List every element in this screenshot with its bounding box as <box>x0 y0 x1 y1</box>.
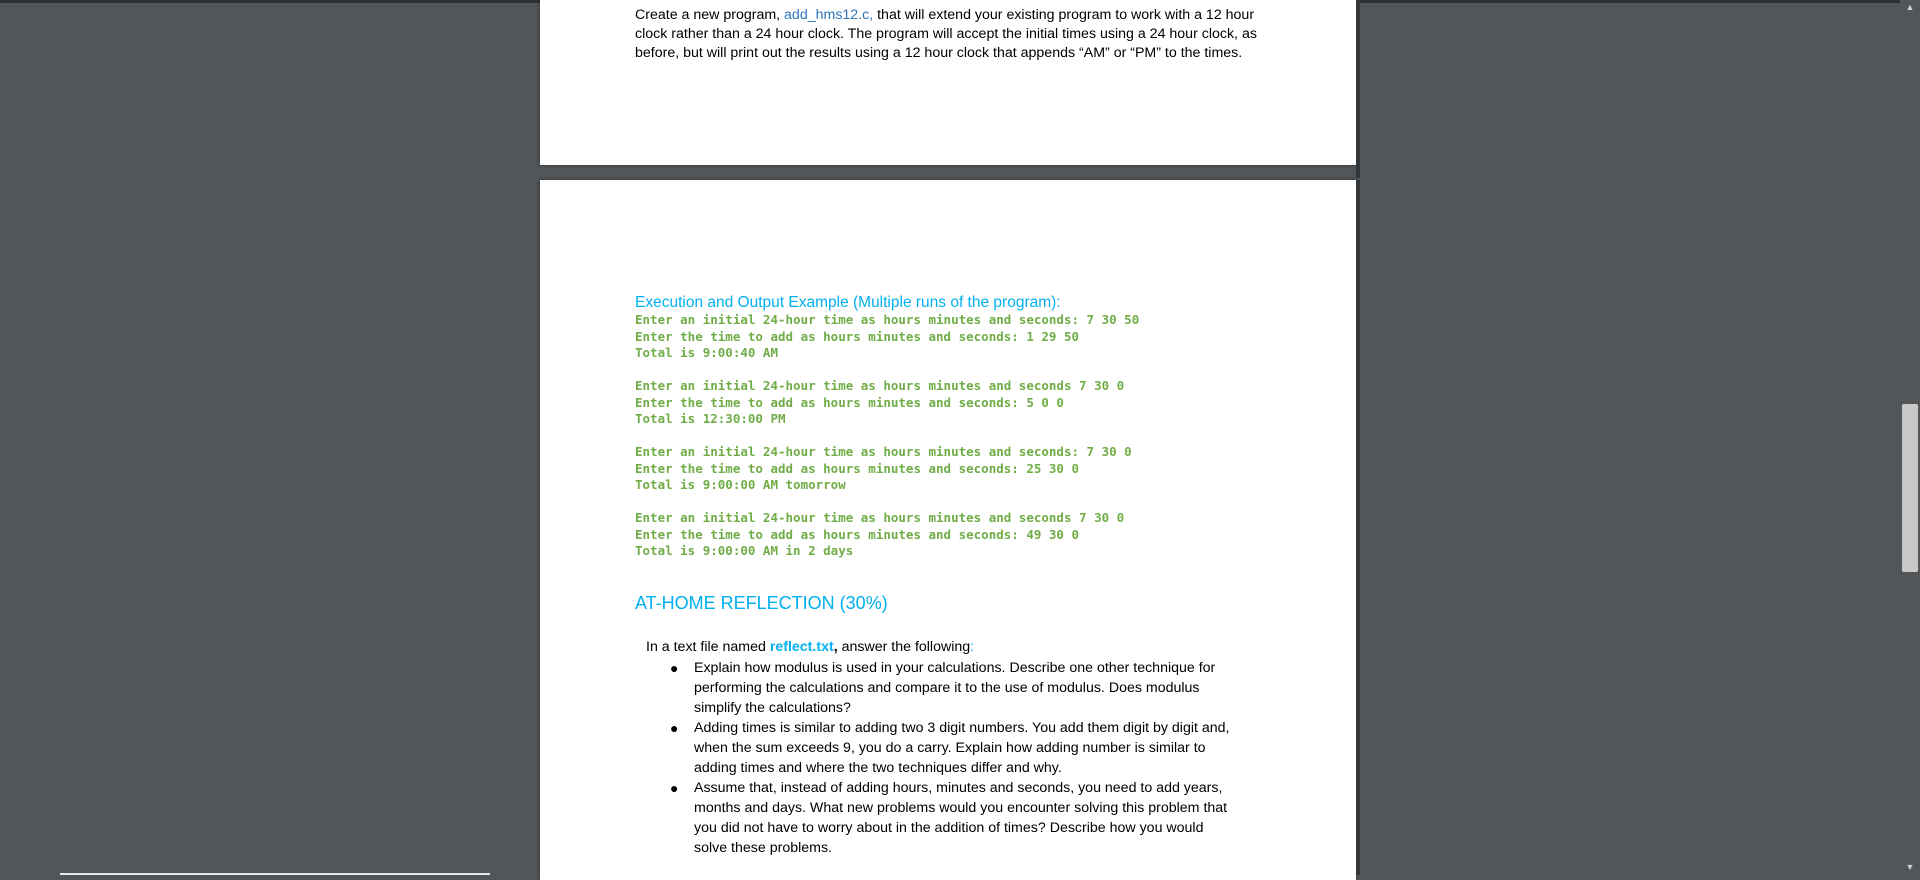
code-line: Enter an initial 24-hour time as hours minutes and seconds: 7 30 0 <box>635 444 1132 459</box>
code-line: Total is 9:00:00 AM tomorrow <box>635 477 846 492</box>
reflect-file-name: reflect.txt <box>769 639 834 655</box>
code-line: Enter the time to add as hours minutes and seconds: 49 30 0 <box>635 526 1080 542</box>
code-line: Enter an initial 24-hour time as hours minutes and seconds 7 30 0 <box>635 510 1125 525</box>
execution-output-block <box>635 312 1139 560</box>
intro-colon: : <box>970 639 975 655</box>
intro-text: In a text file named <box>646 639 770 655</box>
scrollbar-thumb[interactable] <box>1902 404 1918 572</box>
intro-text-continued: answer the following <box>837 639 971 655</box>
document-page-2 <box>540 180 1356 880</box>
list-item <box>670 718 1234 778</box>
reflection-intro <box>646 639 974 655</box>
code-line: Enter an initial 24-hour time as hours minutes and seconds 7 30 0 <box>635 378 1125 393</box>
reflection-heading: AT-HOME REFLECTION (30%) <box>635 593 888 613</box>
reflection-questions <box>670 658 1234 858</box>
intro-comma: , <box>833 639 838 655</box>
code-line: Enter the time to add as hours minutes and seconds: 5 0 0 <box>635 394 1064 410</box>
code-line: Enter the time to add as hours minutes and seconds: 1 29 50 <box>635 328 1080 344</box>
bullet-icon: ● <box>670 720 679 736</box>
code-line: Total is 12:30:00 PM <box>635 411 786 426</box>
document-page-1 <box>540 0 1356 165</box>
question-text: Assume that, instead of adding hours, minutes and seconds, you need to add years, months and days. What new problems would you encounter solving this problem that you did not have to worry about in the addition of times? Describe how you would solve these problems. <box>694 780 1228 856</box>
scroll-down-icon[interactable]: ▼ <box>1905 862 1915 872</box>
bullet-icon: ● <box>670 660 679 676</box>
question-text: Explain how modulus is used in your calculations. Describe one other technique for performing the calculations and compare it to the use of modulus. Does modulus simplify the calculations? <box>694 660 1216 716</box>
code-line: Total is 9:00:00 AM in 2 days <box>635 543 854 558</box>
code-line: Total is 9:00:40 AM <box>635 345 778 360</box>
list-item <box>670 658 1234 718</box>
bullet-icon: ● <box>670 780 679 796</box>
description-text: Create a new program, <box>635 7 785 23</box>
page-1-edge <box>1356 0 1360 178</box>
program-name: add_hms12.c, <box>784 7 874 23</box>
description-text-continued: that will extend your existing program to work with a 12 hour clock rather than a 24 hour clock. The program will accept the initial times using a 24 hour clock, as before, but will print out the results using a 12 hour clock that appends “AM” or “PM” to the times. <box>635 7 1257 61</box>
code-line: Enter an initial 24-hour time as hours minutes and seconds: 7 30 50 <box>635 312 1140 327</box>
program-description <box>635 6 1275 63</box>
execution-example-label: Execution and Output Example (Multiple runs of the program): <box>635 294 1061 311</box>
question-text: Adding times is similar to adding two 3 digit numbers. You add them digit by digit and, when the sum exceeds 9, you do a carry. Explain how adding number is similar to adding times and where the two techniques differ and why. <box>694 720 1230 776</box>
page-2-edge <box>1356 180 1360 875</box>
scroll-up-icon[interactable]: ▲ <box>1905 2 1915 12</box>
code-line: Enter the time to add as hours minutes and seconds: 25 30 0 <box>635 460 1080 476</box>
list-item <box>670 778 1234 858</box>
